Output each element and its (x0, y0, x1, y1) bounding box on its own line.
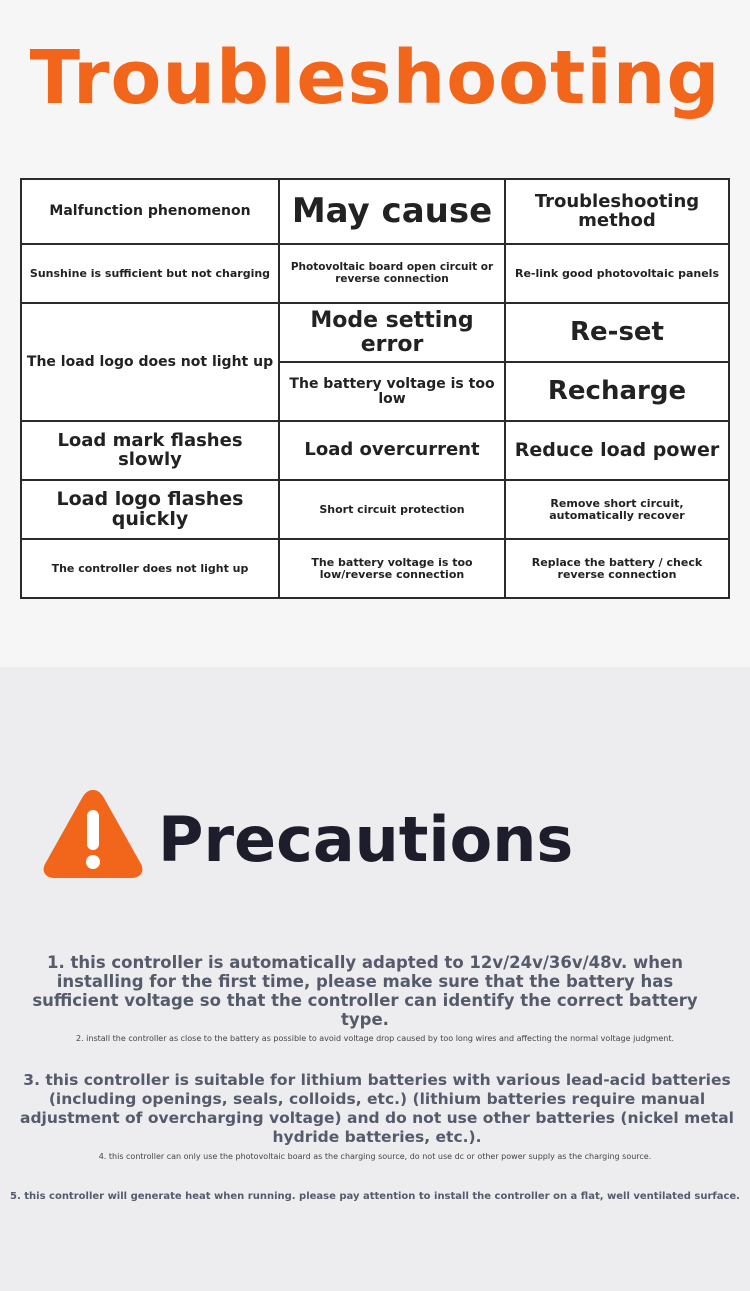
precaution-item-4: 4. this controller can only use the photovoltaic board as the charging source, do not use dc or other power supply as the charging source. (98, 1152, 652, 1161)
cell-cause: Mode setting error (279, 303, 505, 362)
warning-triangle-icon (40, 786, 146, 882)
cell-cause: Load overcurrent (279, 421, 505, 480)
table-row (21, 421, 729, 480)
precaution-item-3: 3. this controller is suitable for lithium batteries with various lead-acid batteries (including openings, seals, colloids, etc.) (lithium batteries require manual adjustment of overcharging voltage) and do not use other batteries (nickel metal hydride batteries, etc.). (19, 1071, 734, 1146)
header-phenomenon: Malfunction phenomenon (21, 179, 279, 244)
cell-phenomenon: The load logo does not light up (21, 303, 279, 421)
cell-method: Reduce load power (505, 421, 729, 480)
cell-method: Re-link good photovoltaic panels (505, 244, 729, 303)
cell-phenomenon: Sunshine is sufficient but not charging (21, 244, 279, 303)
table-header-row (21, 179, 729, 244)
cell-method: Replace the battery / check reverse connection (505, 539, 729, 598)
cell-cause: The battery voltage is too low (279, 362, 505, 421)
cell-method: Remove short circuit, automatically recover (505, 480, 729, 539)
table-row (21, 480, 729, 539)
cell-method: Recharge (505, 362, 729, 421)
cell-method: Re-set (505, 303, 729, 362)
header-method: Troubleshooting method (505, 179, 729, 244)
table-row (21, 244, 729, 303)
table-row (21, 303, 729, 362)
troubleshooting-table (20, 178, 730, 599)
precaution-item-2: 2. install the controller as close to the battery as possible to avoid voltage drop caused by too long wires and affecting the normal voltage judgment. (76, 1034, 674, 1043)
cell-cause: Short circuit protection (279, 480, 505, 539)
precaution-item-5: 5. this controller will generate heat when running. please pay attention to install the controller on a flat, well ventilated surface. (10, 1191, 740, 1202)
cell-cause: Photovoltaic board open circuit or reverse connection (279, 244, 505, 303)
precaution-item-1: 1. this controller is automatically adapted to 12v/24v/36v/48v. when installing for the first time, please make sure that the battery has sufficient voltage so that the controller can identify the correct battery type. (32, 953, 698, 1029)
cell-phenomenon: Load logo flashes quickly (21, 480, 279, 539)
page-title: Troubleshooting (29, 35, 721, 121)
cell-phenomenon: Load mark flashes slowly (21, 421, 279, 480)
cell-phenomenon: The controller does not light up (21, 539, 279, 598)
cell-cause: The battery voltage is too low/reverse connection (279, 539, 505, 598)
table-row (21, 539, 729, 598)
precautions-title: Precautions (158, 803, 574, 876)
header-cause: May cause (279, 179, 505, 244)
